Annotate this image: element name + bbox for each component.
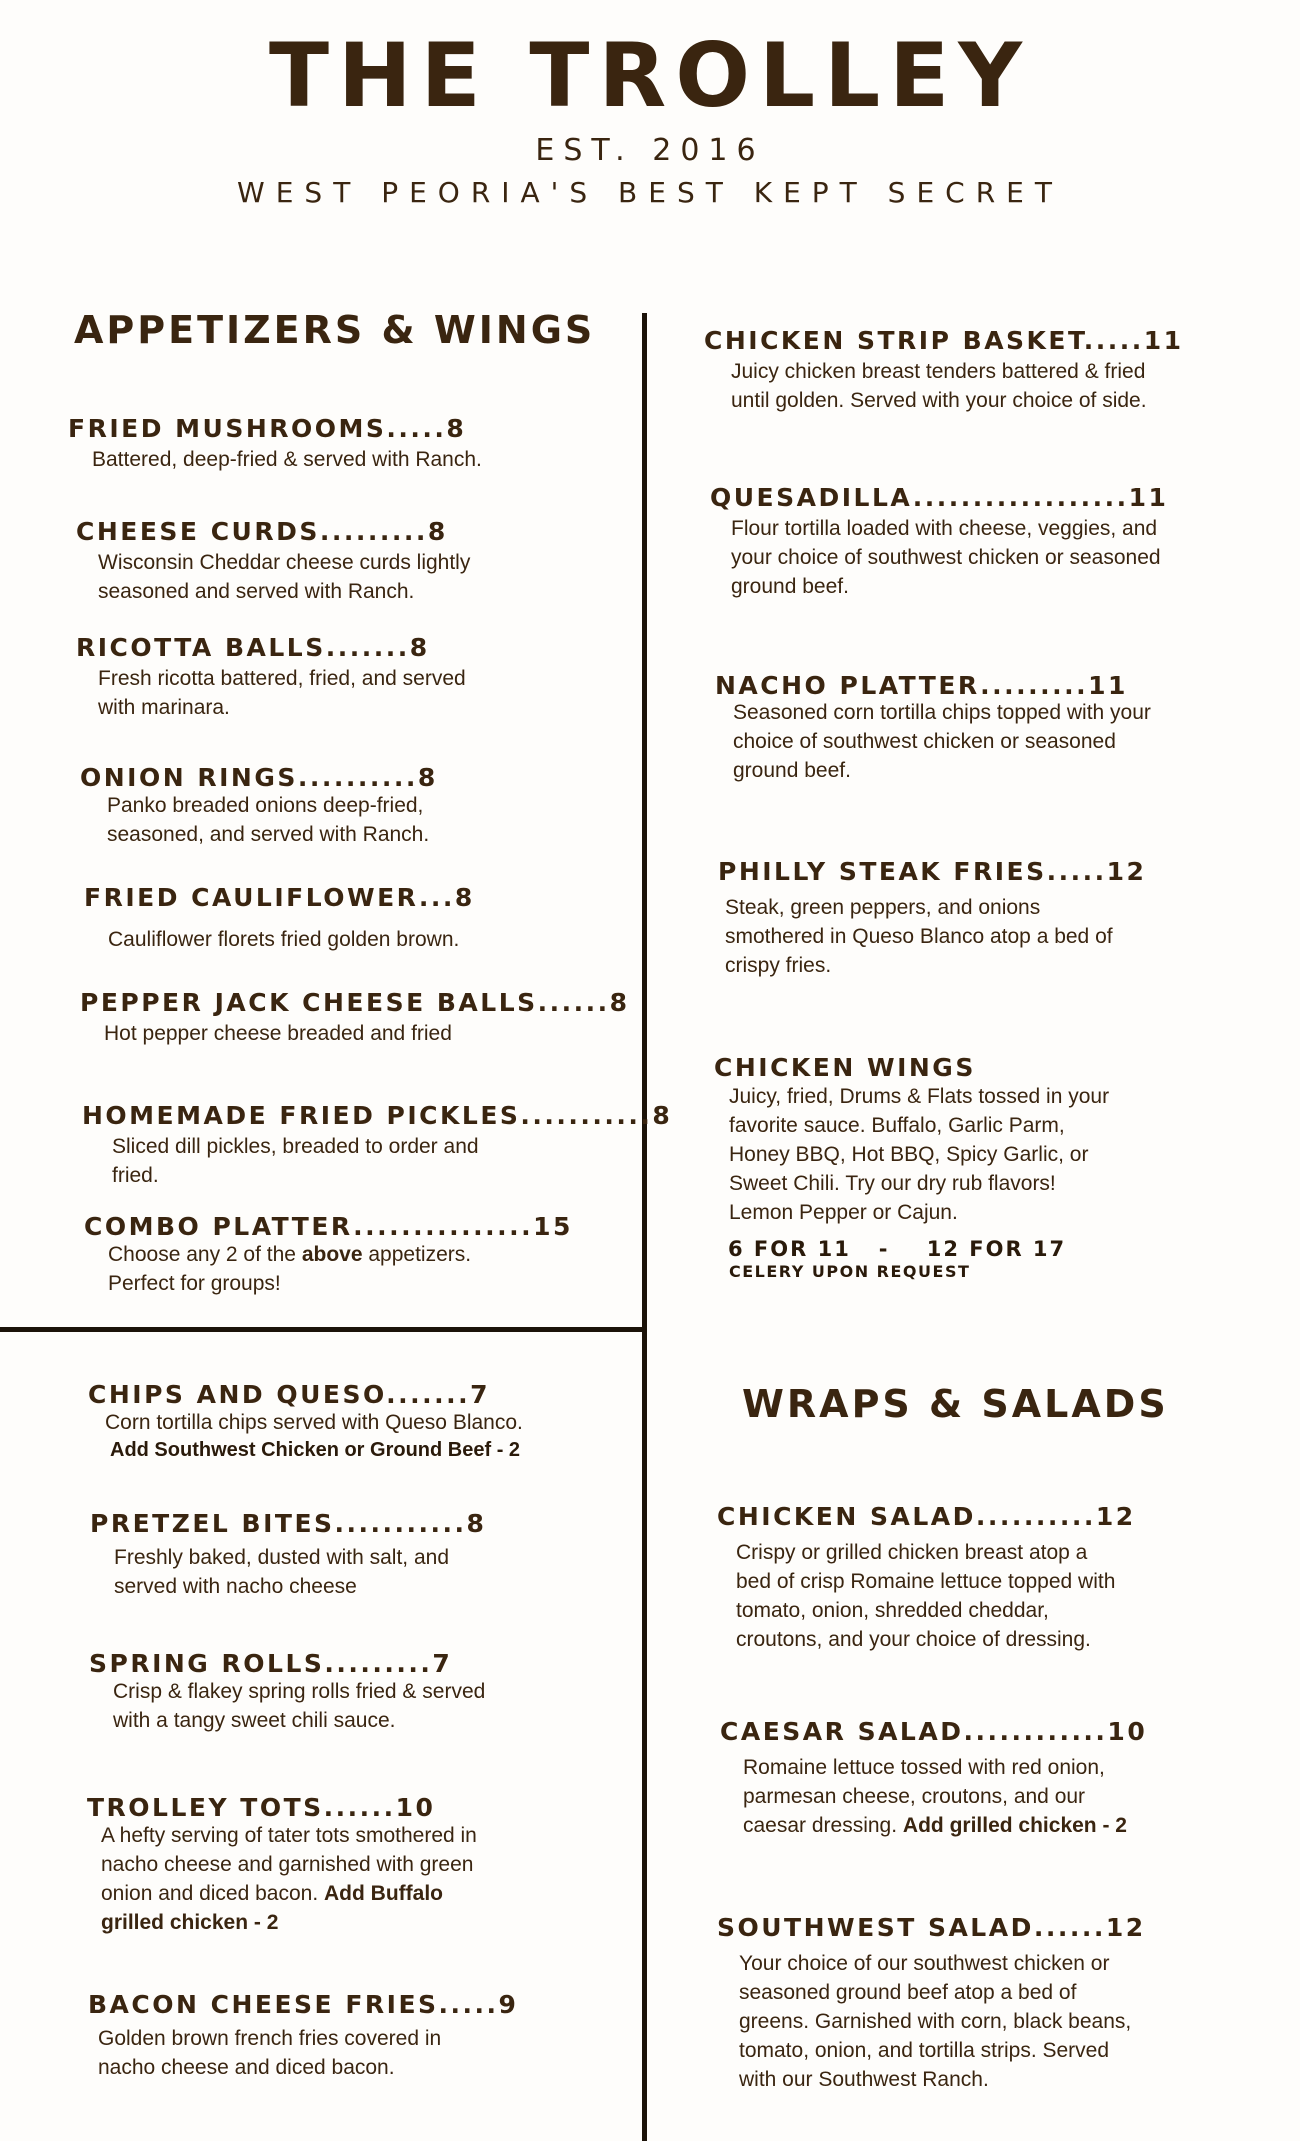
item-description: Steak, green peppers, and onions [725,896,1041,919]
menu-item-nacho-platter [715,671,1151,785]
menu-item-trolley-tots [87,1793,477,1937]
item-description: Romaine lettuce tossed with red onion, [743,1756,1105,1779]
item-description: ground beef. [731,575,849,598]
menu-item-pepper-jack-cheese-balls [80,988,630,1048]
menu-item-homemade-fried-pickles [82,1101,672,1190]
item-add-on: grilled chicken - 2 [101,1911,279,1934]
restaurant-title: THE TROLLEY [268,24,1031,127]
item-description: Wisconsin Cheddar cheese curds lightly [98,551,471,574]
item-name: BACON CHEESE FRIES.....9 [88,1990,519,2019]
item-description: your choice of southwest chicken or seasoned [731,546,1161,569]
item-name: SOUTHWEST SALAD......12 [717,1913,1146,1942]
item-description: Panko breaded onions deep-fried, [107,794,424,817]
established-year: EST. 2016 [535,133,765,168]
item-description: Seasoned corn tortilla chips topped with your [733,701,1151,724]
menu-item-fried-mushrooms [68,414,482,474]
item-description: Golden brown french fries covered in [98,2027,442,2050]
item-description: Cauliflower florets fried golden brown. [108,928,460,951]
item-name: PHILLY STEAK FRIES.....12 [718,857,1147,886]
item-description: seasoned and served with Ranch. [98,580,415,603]
section-heading-wraps: WRAPS & SALADS [742,1382,1169,1426]
menu-item-southwest-salad [717,1913,1146,2094]
item-description: Choose any 2 of the above appetizers. [108,1243,472,1266]
item-description: A hefty serving of tater tots smothered in [101,1824,477,1847]
wing-pricing: 6 FOR 11 - 12 FOR 17 [728,1237,1067,1261]
menu-item-spring-rolls [89,1649,485,1735]
item-description: caesar dressing. Add grilled chicken - 2 [743,1814,1127,1837]
item-description: with our Southwest Ranch. [739,2068,989,2091]
item-description: Sliced dill pickles, breaded to order and [112,1135,479,1158]
menu-item-chicken-strip-basket [704,326,1184,415]
horizontal-divider [0,1327,646,1332]
menu-item-quesadilla [710,483,1168,601]
item-description: Crispy or grilled chicken breast atop a [736,1541,1088,1564]
item-name: CHICKEN SALAD..........12 [717,1502,1136,1531]
item-name: SPRING ROLLS.........7 [89,1649,453,1678]
item-name: COMBO PLATTER...............15 [84,1212,573,1241]
item-description: Juicy, fried, Drums & Flats tossed in your [729,1085,1110,1108]
item-description: Juicy chicken breast tenders battered & fried [731,360,1146,383]
item-name: PEPPER JACK CHEESE BALLS......8 [80,988,630,1017]
item-name: CHEESE CURDS.........8 [76,517,448,546]
item-name: CHIPS AND QUESO.......7 [88,1380,491,1409]
wing-note: CELERY UPON REQUEST [729,1262,971,1281]
tagline: WEST PEORIA'S BEST KEPT SECRET [237,176,1063,209]
item-description: nacho cheese and garnished with green [101,1853,474,1876]
item-name: QUESADILLA..................11 [710,483,1169,512]
item-name: FRIED MUSHROOMS.....8 [68,414,467,443]
item-name: TROLLEY TOTS......10 [87,1793,436,1822]
item-description: onion and diced bacon. Add Buffalo [101,1882,443,1905]
item-description: choice of southwest chicken or seasoned [733,730,1116,753]
menu-item-caesar-salad [720,1717,1147,1840]
item-description: tomato, onion, shredded cheddar, [736,1599,1049,1622]
item-description: with a tangy sweet chili sauce. [113,1709,396,1732]
item-description: ground beef. [733,759,851,782]
menu-item-cheese-curds [76,517,470,606]
item-name: RICOTTA BALLS.......8 [76,633,430,662]
item-description: nacho cheese and diced bacon. [98,2056,395,2079]
item-description: Your choice of our southwest chicken or [739,1952,1110,1975]
item-description: bed of crisp Romaine lettuce topped with [736,1570,1116,1593]
item-description: tomato, onion, and tortilla strips. Served [739,2039,1110,2062]
menu-item-chicken-salad [717,1502,1136,1654]
item-description: Crisp & flakey spring rolls fried & served [113,1680,486,1703]
menu-item-philly-steak-fries [718,857,1146,980]
item-description: Perfect for groups! [108,1272,281,1295]
item-description: seasoned, and served with Ranch. [107,823,430,846]
item-description: Battered, deep-fried & served with Ranch. [92,448,482,471]
item-description: Honey BBQ, Hot BBQ, Spicy Garlic, or [729,1143,1089,1166]
item-description: croutons, and your choice of dressing. [736,1628,1091,1651]
item-description: Freshly baked, dusted with salt, and [114,1546,450,1569]
item-name: NACHO PLATTER.........11 [715,671,1128,700]
menu-item-chicken-wings [714,1053,1109,1281]
item-name: ONION RINGS..........8 [80,763,438,792]
item-description: Fresh ricotta battered, fried, and served [98,667,466,690]
vertical-divider [642,313,647,2141]
item-description: greens. Garnished with corn, black beans, [739,2010,1132,2033]
item-name: CHICKEN WINGS [714,1053,976,1082]
item-name: CAESAR SALAD............10 [720,1717,1148,1746]
menu-item-fried-cauliflower [84,883,475,954]
item-description: Hot pepper cheese breaded and fried [104,1022,452,1045]
menu-item-bacon-cheese-fries [88,1990,518,2082]
item-description: Lemon Pepper or Cajun. [729,1201,958,1224]
menu-item-pretzel-bites [90,1509,486,1601]
menu-item-onion-rings [80,763,438,849]
item-description: crispy fries. [725,954,832,977]
section-heading-appetizers: APPETIZERS & WINGS [74,308,596,352]
item-add-on: Add Southwest Chicken or Ground Beef - 2 [110,1439,521,1461]
menu-item-ricotta-balls [76,633,466,722]
item-description: with marinara. [98,696,230,719]
item-description: fried. [112,1164,159,1187]
item-description: until golden. Served with your choice of side. [731,389,1147,412]
item-description: Flour tortilla loaded with cheese, veggies, and [731,517,1158,540]
item-description: Corn tortilla chips served with Queso Blanco. [105,1411,523,1434]
item-description: Sweet Chili. Try our dry rub flavors! [729,1172,1056,1195]
item-description: favorite sauce. Buffalo, Garlic Parm, [729,1114,1065,1137]
item-name: FRIED CAULIFLOWER...8 [84,883,475,912]
item-description: served with nacho cheese [114,1575,357,1598]
item-name: CHICKEN STRIP BASKET.....11 [704,326,1184,355]
item-description: seasoned ground beef atop a bed of [739,1981,1077,2004]
menu-item-combo-platter [84,1212,573,1298]
item-name: PRETZEL BITES...........8 [90,1509,487,1538]
menu-item-chips-and-queso [88,1380,523,1463]
item-name: HOMEMADE FRIED PICKLES...........8 [82,1101,673,1130]
item-description: parmesan cheese, croutons, and our [743,1785,1086,1808]
item-description: smothered in Queso Blanco atop a bed of [725,925,1113,948]
